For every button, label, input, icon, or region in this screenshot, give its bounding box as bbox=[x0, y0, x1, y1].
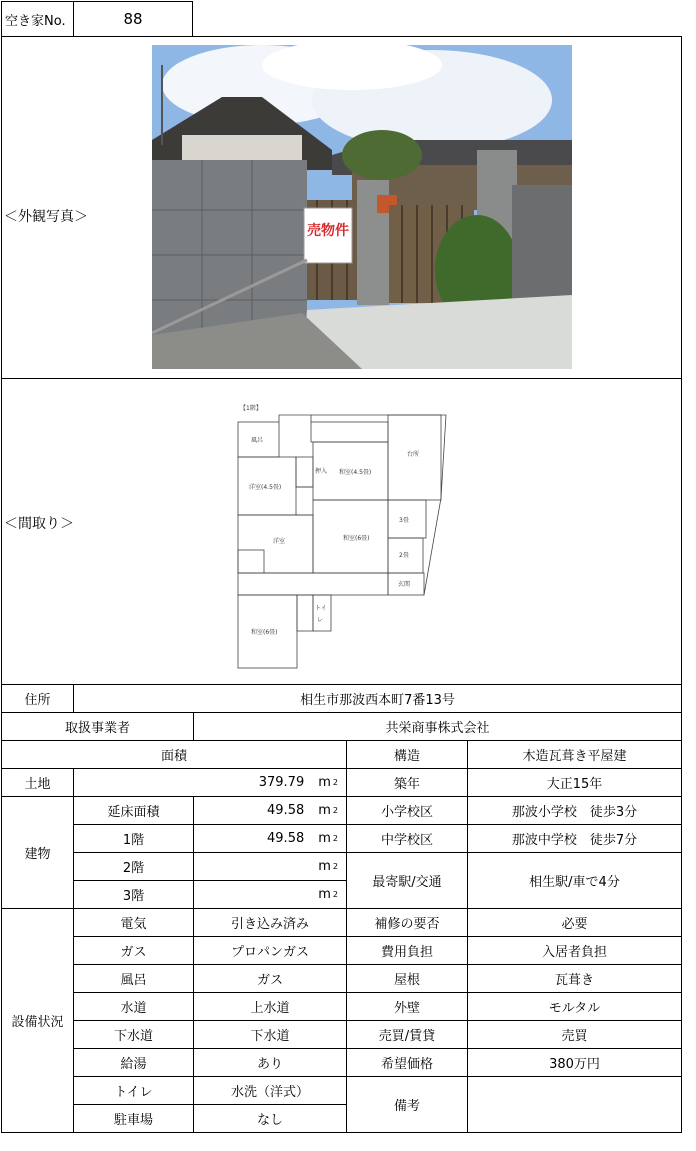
facility-name: 費用負担 bbox=[346, 936, 468, 965]
floor1-area: 49.58 m 2 bbox=[193, 824, 347, 853]
facility-value: 引き込み済み bbox=[193, 908, 347, 937]
floor1-label: 1階 bbox=[73, 824, 194, 853]
agent-label: 取扱事業者 bbox=[1, 712, 194, 741]
area-header: 面積 bbox=[1, 740, 347, 769]
room-japanese-6b: 和室(6畳) bbox=[251, 629, 278, 636]
facility-name: 売買/賃貸 bbox=[346, 1020, 468, 1049]
floorplan-label: ＜間取り＞ bbox=[4, 516, 74, 532]
room-western-45: 洋室(4.5畳) bbox=[249, 484, 282, 491]
room-toilet-2: レ bbox=[317, 617, 324, 624]
facility-name: 給湯 bbox=[73, 1048, 194, 1077]
facility-name: 屋根 bbox=[346, 964, 468, 993]
floor2-label: 2階 bbox=[73, 852, 194, 881]
facility-name: 電気 bbox=[73, 908, 194, 937]
building-label: 建物 bbox=[1, 796, 74, 909]
address-value: 相生市那波西本町7番13号 bbox=[73, 684, 682, 713]
room-western: 洋室 bbox=[273, 538, 286, 545]
facility-value: 売買 bbox=[467, 1020, 682, 1049]
facility-value: モルタル bbox=[467, 992, 682, 1021]
facility-name: 駐車場 bbox=[73, 1104, 194, 1133]
facility-value: ガス bbox=[193, 964, 347, 993]
facility-name: 外壁 bbox=[346, 992, 468, 1021]
room-kitchen: 台所 bbox=[407, 451, 420, 458]
floor3-label: 3階 bbox=[73, 880, 194, 909]
address-label: 住所 bbox=[1, 684, 74, 713]
facility-name: 下水道 bbox=[73, 1020, 194, 1049]
junior-high-value: 那波中学校 徒歩7分 bbox=[467, 824, 682, 853]
facility-value: なし bbox=[193, 1104, 347, 1133]
floor3-area: m 2 bbox=[193, 880, 347, 909]
room-entrance: 玄関 bbox=[398, 581, 411, 588]
facility-value: 瓦葺き bbox=[467, 964, 682, 993]
structure-label: 構造 bbox=[346, 740, 468, 769]
room-toilet-1: トイ bbox=[315, 605, 327, 612]
facility-name: トイレ bbox=[73, 1076, 194, 1105]
facility-name: 補修の要否 bbox=[346, 908, 468, 937]
land-label: 土地 bbox=[1, 768, 74, 797]
elementary-value: 那波小学校 徒歩3分 bbox=[467, 796, 682, 825]
exterior-photo-label: ＜外観写真＞ bbox=[4, 209, 88, 225]
facility-value: 入居者負担 bbox=[467, 936, 682, 965]
facility-name: ガス bbox=[73, 936, 194, 965]
room-2jo: 2畳 bbox=[399, 552, 409, 559]
floor2-area: m 2 bbox=[193, 852, 347, 881]
room-3jo: 3畳 bbox=[399, 517, 409, 524]
facility-value: 必要 bbox=[467, 908, 682, 937]
junior-high-label: 中学校区 bbox=[346, 824, 468, 853]
room-closet: 押入 bbox=[315, 468, 328, 475]
elementary-label: 小学校区 bbox=[346, 796, 468, 825]
vacancy-no-value: 88 bbox=[73, 1, 193, 37]
built-year-label: 築年 bbox=[346, 768, 468, 797]
facility-value: 水洗（洋式） bbox=[193, 1076, 347, 1105]
facilities-label: 設備状況 bbox=[1, 908, 74, 1133]
facility-value: 下水道 bbox=[193, 1020, 347, 1049]
exterior-photo bbox=[152, 45, 572, 369]
floorplan-diagram bbox=[231, 398, 451, 673]
facility-value: プロパンガス bbox=[193, 936, 347, 965]
agent-value: 共栄商事株式会社 bbox=[193, 712, 682, 741]
land-area: 379.79 m 2 bbox=[73, 768, 347, 797]
floor-total-area: 49.58 m 2 bbox=[193, 796, 347, 825]
remarks-label: 備考 bbox=[346, 1076, 468, 1133]
floor-total-label: 延床面積 bbox=[73, 796, 194, 825]
facility-name: 水道 bbox=[73, 992, 194, 1021]
facility-value: 上水道 bbox=[193, 992, 347, 1021]
station-label: 最寄駅/交通 bbox=[346, 852, 468, 909]
floorplan-floor-label: 【1階】 bbox=[240, 405, 262, 412]
room-bath: 風呂 bbox=[251, 437, 264, 444]
station-value: 相生駅/車で4分 bbox=[467, 852, 682, 909]
structure-value: 木造瓦葺き平屋建 bbox=[467, 740, 682, 769]
facility-name: 希望価格 bbox=[346, 1048, 468, 1077]
vacancy-no-label: 空き家No. bbox=[1, 1, 74, 37]
for-sale-sign: 売物件 bbox=[307, 223, 349, 239]
room-japanese-6a: 和室(6畳) bbox=[343, 535, 370, 542]
facility-value: 380万円 bbox=[467, 1048, 682, 1077]
remarks-value bbox=[467, 1076, 682, 1133]
room-japanese-45: 和室(4.5畳) bbox=[339, 469, 372, 476]
built-year-value: 大正15年 bbox=[467, 768, 682, 797]
facility-name: 風呂 bbox=[73, 964, 194, 993]
facility-value: あり bbox=[193, 1048, 347, 1077]
